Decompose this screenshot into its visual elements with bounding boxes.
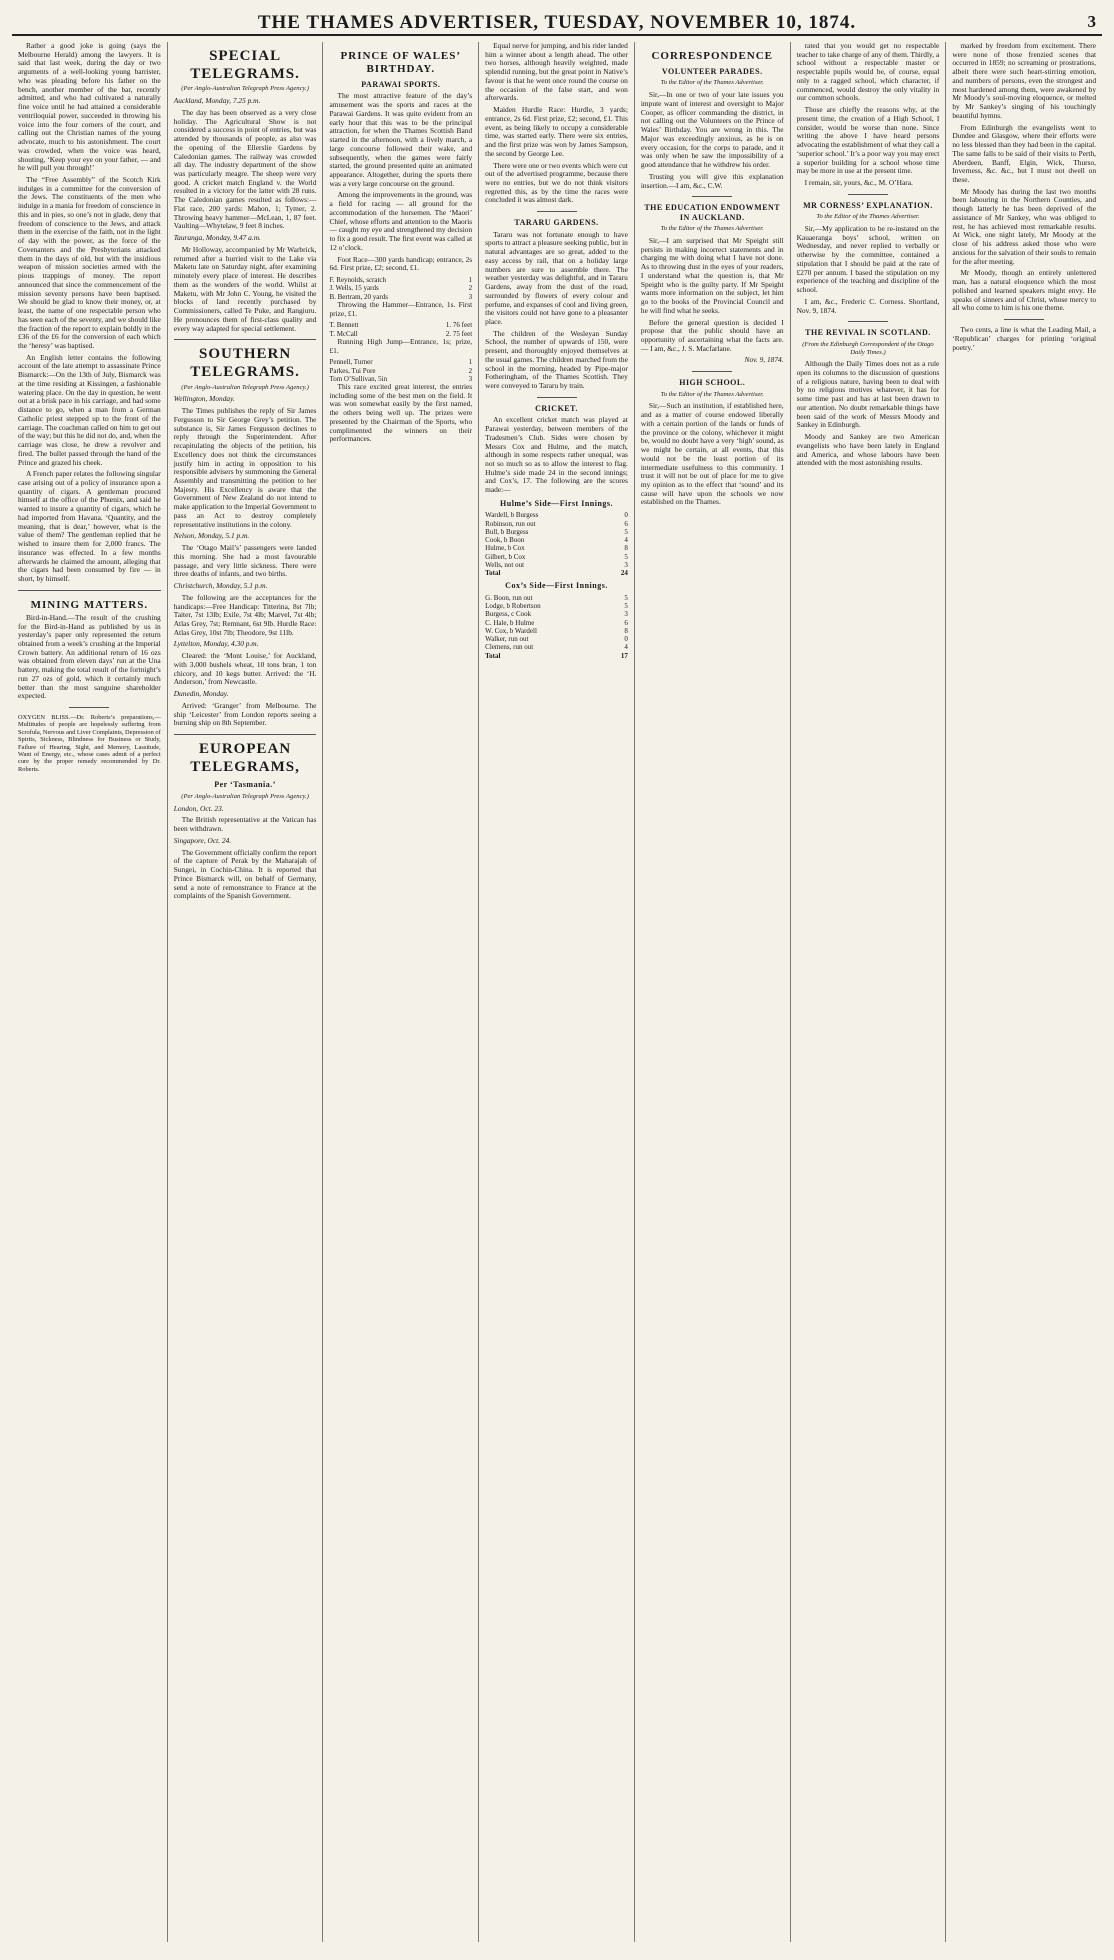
article-paragraph: Among the improvements in the ground, was a field for racing — all ground for the accommodation of the horsemen. The ‘Maori’ Chief, whose efforts and attention to the Maoris — caught my eye and strengthened my decision to fix a good result. The first event was called at 12 o’clock. [329, 190, 473, 252]
article-paragraph: The “Free Assembly” of the Scotch Kirk indulges in a committee for the conversion of the Jews. The constituents of the men who indulge in a mania for freedom of conscience in this and in pies, so one’s not in glade, deny that freedom of conscience to the Jews, and attack them in the exercise of the faith, not in the light of day with the power, as the force of the Covenanters and the Presbyterians attacked them in the days of old, but with the insidious weapon of mission societies armed with the pious trappings of money. The report announced that since the commencement of the mission seventy persons have been baptised. We should be glad to know their money, or, at least, the name of one respectable person who has seen each of the seventy, and we should like the fraction of the report to explain boldly in the £36 of the £6 for the conversion of each which the ‘heresy’ was baptised. [18, 175, 161, 350]
cricket-scorecard: Wardell, b Burgess 0 Robinson, run out 6 Bull, b Burgess 5 Cook, b Boon 4 Hulme, b Cox 8 Gilbert, b Cox 5 Wells, not out 3 Total 24 [485, 511, 628, 578]
article-paragraph: Mr Moody has during the last two months been labouring in the Northern Counties, and though latterly he has been deprived of the assistance of Mr Sankey, who was obliged to rest, he has achieved most remarkable results. At Wick, one night lately, Mr Moody at the close of his address asked those who were anxious for the salvation of their souls to remain for the after meeting. [952, 186, 1097, 266]
editor-line: To the Editor of the Thames Advertiser. [660, 225, 764, 233]
revival-heading: THE REVIVAL IN SCOTLAND. [805, 328, 931, 338]
section-rule [69, 707, 109, 708]
letter-paragraph: Sir,—Such an institution, if established here, and as a matter of course endowed liberally with a certain portion of the lands or funds of the province or the colony, whichever it might be, would no doubt have a very ‘high’ sound, as we might be certain, at all events, that this would not be the least portion of its intermediate usefulness to this community. I trust it will not be out of place for me to give my opinion as to the effect that ‘sound’ and its cause will have upon the schools we now established on the Thames. [640, 401, 784, 507]
article-paragraph: Two cents, a line is what the Leading Mail, a ‘Republican’ charges for printing ‘original poetry.’ [952, 325, 1097, 352]
article-paragraph: Equal nerve for jumping, and his rider landed him a winner about a length ahead. The other two horses, although heavily weighted, made splendid running, but the great point in Native’s favour is that he went once round the course on the occasion of the false start, and won afterwards. [485, 42, 628, 103]
dateline: Wellington, Monday. [173, 394, 235, 404]
dateline: Christchurch, Monday, 5.1 p.m. [173, 581, 268, 591]
event-title: Foot Race—300 yards handicap; entrance, 2s 6d. First prize, £2; second, £1. [329, 254, 473, 273]
column-5 [635, 42, 791, 1942]
cricket-heading: CRICKET. [535, 403, 578, 413]
event-results: T. Bennett 1. 76 feet T. McCall 2. 75 feet [329, 321, 473, 338]
education-heading: THE EDUCATION ENDOWMENT IN AUCKLAND. [644, 203, 781, 222]
column-2 [168, 42, 324, 1942]
cricket-scorecard: G. Boon, run out 5 Lodge, b Robertson 5 Burgess, c Cook 3 C. Hale, b Hulme 6 W. Cox, b Wardell 8 Walker, run out 0 Clemens, run out 4 Total 17 [485, 593, 628, 660]
article-paragraph: Moody and Sankey are two American evangelists who have been lately in England and America, and whose labours have been attended with the most astonishing results. [796, 432, 940, 468]
article-paragraph: Mr Holloway, accompanied by Mr Warbrick, returned after a hurried visit to the Lake via Maketu late on Saturday night, after examining minutely every place of interest. He describes them as the wonders of the world. Whilst at Maketu, with Mr John C. Young, he visited the blocks of land recently purchased by Commissioners, called Te Puke, and Rangiuru. He pronounces them of first-class quality and every way adapted for special settlement. [173, 244, 317, 333]
corness-heading: MR CORNESS’ EXPLANATION. [803, 200, 933, 210]
innings-title: Hulme’s Side—First Innings. [500, 498, 614, 508]
article-paragraph: marked by freedom from excitement. There were none of those frenzied scenes that occurred in 1859; no screaming or prostrations, albeit there were such heart-stirring emotion, and numbers of persons, even the strongest and most hardened among them, were awakened by Mr Moody’s soul-moving eloquence, or melted by Mr Sankey’s singing of his touchingly beautiful hymns. [952, 42, 1097, 120]
column-rule [174, 734, 317, 735]
columns [12, 42, 1102, 1942]
article-paragraph: An excellent cricket match was played at Parawai yesterday, between members of the Tradesmen’s Club. Sides were chosen by Messrs Cox and Hulme, and the match, although in some respects rather unequal, was not so much so as to allow the interest to flag. Hulme’s side made 24 in the second innings; and Cox’s, 17. The following are the scores made:— [485, 415, 628, 495]
article-paragraph: There were one or two events which were cut out of the advertised programme, because there were no entries, but we do not think visitors regretted this, as by the time the races were concluded it was almost dark. [485, 160, 628, 205]
dateline: Nelson, Monday, 5.1 p.m. [173, 531, 250, 541]
column-7 [946, 42, 1102, 1942]
article-paragraph: An English letter contains the following account of the late attempt to assassinate Prince Bismarck:—On the 13th of July, Bismarck was at the time residing at Kissingen, a fashionable watering place. On the day in question, he went out at a brisk pace in his carriage, and had some distance to go, when a man from a German Catholic priest stepped up to the front of the carriage. The coachman called on him to get out of the way; but this he did not do, and, when the carriage was close, he drew a revolver and fired. The bullet passed through the hand of the Prince and grazed his cheek. [18, 352, 161, 467]
innings-title: Cox’s Side—First Innings. [505, 581, 608, 591]
special-telegrams-heading: SPECIAL TELEGRAMS. [190, 48, 300, 82]
column-6 [791, 42, 947, 1942]
volunteer-heading: VOLUNTEER PARADES. [661, 66, 763, 76]
masthead [12, 10, 1102, 36]
article-paragraph: Tararu was not fortunate enough to have sports to attract a pleasure seeking public, but in natural advantages are so great, added to the easy access by rail, that on a holiday large numbers are sure to assemble there. The weather yesterday was delightful, and in Tararu Gardens, away from the dust of the road, surrounded by flowers of every colour and perfume, and expanses of cool and living green, the visitors could not have gone to a pleasanter place. [485, 229, 628, 326]
article-paragraph: Rather a good joke is going (says the Melbourne Herald) among the lawyers. It is said that last week, during the day or two arguments of a well-looking young barrister, who was pleading before his father on the bench, another member of the bar, recently admitted, and who had cultivated a naturally fine voice until he had attained a considerable ventriloquial power, succeeded in throwing his voice into the four corners of the court, and calling out the Christian names of the young advocate, much to his astonishment. The court was crowded, when the voice was heard, shouting, ‘Keep your eye on your father, — and he will pull you through!’ [18, 42, 161, 173]
letter-paragraph: Trusting you will give this explanation insertion.—I am, &c., C.W. [640, 171, 784, 190]
european-telegrams-heading: EUROPEAN TELEGRAMS, [190, 741, 300, 775]
letter-paragraph: Sir,—I am surprised that Mr Speight still persists in making incorrect statements and in charging me with doing what I have not done. As to throwing dust in the eyes of your readers, I understand what the question is, that Mr Speight who is the guilty party. If Mr Speight wants more information on the subject, let him go to the books of the Provincial Council and he will find what he seeks. [640, 235, 784, 315]
event-title: Throwing the Hammer—Entrance, 1s. First prize, £1. [329, 299, 473, 318]
letter-paragraph: I remain, sir, yours, &c., M. O’Hara. [804, 178, 913, 188]
european-telegrams-sub: Per ‘Tasmania.’ [214, 780, 276, 790]
correspondence-heading: CORRESPONDENCE [651, 50, 774, 62]
masthead-title: THE THAMES ADVERTISER, TUESDAY, NOVEMBER 10, 1874. [257, 12, 857, 33]
page-number: 3 [1087, 12, 1096, 31]
article-paragraph: The most attractive feature of the day’s amusement was the sports and races at the Parawai Gardens. It was quite evident from an early hour that this was to be the principal attraction, for when the Thames Scottish Band started in the afternoon, with a lively march, a large concourse followed their wake, and subsequently, when the games were fairly started, the ground presented quite an animated appearance. Altogether, during the sports there was a very large concourse on the ground. [329, 91, 473, 188]
letter-date: Nov. 9, 1874. [744, 355, 784, 365]
section-rule [1004, 319, 1044, 320]
article-paragraph: From Edinburgh the evangelists went to Dundee and Glasgow, where their efforts were no less blessed than they had been in the capital. The same falls to be said of their visits to Perth, Aberdeen, Banff, Elgin, Wick, Thurso, Inverness, &c. &c., but I must not dwell on these. [952, 122, 1097, 185]
special-telegrams-sub: (Per Anglo-Australian Telegraph Press Agency.) [181, 85, 309, 93]
high-school-heading: HIGH SCHOOL. [679, 378, 746, 388]
mining-heading: MINING MATTERS. [30, 598, 149, 611]
dateline: Singapore, Oct. 24. [173, 835, 232, 845]
section-rule [692, 371, 732, 372]
article-paragraph: The day has been observed as a very close holiday. The Agricultural Show is not considered a success in point of entries, but was attended by thousands of people, as also was the opening of the Ellerslie Gardens by Caledonian games. The railway was crowded all day. The industry department of the show was particularly meagre. The sheep were very good. A cricket match England v. the World resulted in a victory for the latter with 28 runs. The Caledonian games resulted as follows:—Flat race, 200 yards: Mahon, 1; Tymer, 2. Throwing heavy hammer—McLean, 1, 87 feet. Vaulting—Whytelaw, 9 feet 8 inches. [173, 107, 317, 231]
article-paragraph: Arrived: ‘Granger’ from Melbourne. The ship ‘Leicester’ from London reports seeing a burning ship on 8th September. [173, 700, 317, 728]
article-paragraph: Cleared: the ‘Mont Louise,’ for Auckland, with 3,000 bushels wheat, 10 tons bran, 1 ton chicory, and 10 kegs butter. Arrived: the ‘H. Anderson,’ from Newcastle. [173, 651, 317, 687]
southern-telegrams-sub: (Per Anglo-Australian Telegraph Press Agency.) [181, 383, 309, 391]
article-paragraph: The Times publishes the reply of Sir James Fergusson to Sir George Grey’s petition. The substance is, Sir James Fergusson declines to reply through the Superintendent. After recapitulating the objects of the petition, his Excellency does not think the circumstances justify him in acting in opposition to his responsible advisers by summoning the General Assembly and transmitting the petition to her Majesty. His Excellency is aware that the Government of New Zealand do not intend to make application to the Imperial Government to pass an Act to destroy completely representative institutions in the colony. [173, 406, 317, 529]
revival-source: (From the Edinburgh Correspondent of the Otago Daily Times.) [802, 340, 934, 356]
column-rule [174, 339, 317, 340]
article-paragraph: The Government officially confirm the report of the capture of Perak by the Maharajah of Sungei, in Cochin-China. It is reported that Prince Bismarck will, on behalf of Germany, send a note of remonstrance to France at the complaints of the Spanish Government. [173, 847, 317, 901]
editor-line: To the Editor of the Thames Advertiser. [660, 79, 764, 87]
column-4 [479, 42, 635, 1942]
article-paragraph: The British representative at the Vatican has been withdrawn. [173, 815, 317, 834]
article-paragraph: A French paper relates the following singular case arising out of a policy of insurance upon a quantity of cigars. A gentleman procured himself at the office of the Phœnix, and said he wanted to insure a quantity of cigars, which he had imported from Havana. ‘Quantity, and the meaning, that is dear,’ however, what is the value of them? The gentleman replied that he wished to insure them for 2,000 francs. The insurance was effected. In a few months afterwards he claimed the amount, alleging that the cigars had been consumed by fire — in short, by himself. [18, 469, 161, 584]
section-rule [537, 211, 577, 212]
section-rule [692, 196, 732, 197]
tararu-heading: TARARU GARDENS. [514, 218, 599, 228]
article-paragraph: Bird-in-Hand.—The result of the crushing for the Bird-in-Hand as published by us in yesterday’s paper only represented the return obtained from a week’s crushing at the Imperial Crown battery. An additional return of 16 ozs was obtained from eleven days’ run at the Una battery, making the total result of the fortnight’s run 27 ozs of gold, which it certainly much better than the most sanguine shareholder expected. [18, 612, 161, 701]
section-rule [848, 194, 888, 195]
advertisement: OXYGEN BLISS.—Dr. Roberts’s preparations,—Multitudes of people are hopelessly suffering from Scrofula, Nervous and Liver Complaints, Depression of Spirits, Sickness, Blindness for Business or Study, Failure of Hearing, Sight, and Memory, Lassitude, Want of Energy, etc., whose cases admit of a perfect cure by the proper remedy recommended by Dr. Roberts. [18, 714, 161, 773]
european-telegrams-agency: (Per Anglo-Australian Telegraph Press Agency.) [181, 792, 309, 800]
letter-paragraph: Those are chiefly the reasons why, at the present time, the creation of a High School, I consider, would be worse than none. Since writing the above I have heard persons advocating the establishment of what they call a ‘superior school.’ It’s a poor way you may erect a superior building for a school whose time may be more in use at the present time. [796, 105, 940, 176]
parawai-sports-heading: PARAWAI SPORTS. [361, 79, 441, 89]
letter-paragraph: Sir,—In one or two of your late issues you impute want of interest and oversight to Major Cooper, as officer commanding the district, in not calling out the Volunteers on the Prince of Wales’ Birthday. You are wrong in this. The Major was exceedingly anxious, as he is on every occasion, for the corps to parade, and it was only when he saw the impossibility of a good attendance that he withdrew his order. [640, 90, 784, 170]
birthday-heading: PRINCE OF WALES’ BIRTHDAY. [340, 50, 462, 75]
article-paragraph: This race excited great interest, the entries including some of the best men on the field. It was won somewhat easily by the first named, the others being well up. The prizes were presented by the Chairman of the Sports, who complimented the winners on their performances. [329, 382, 473, 444]
column-3 [323, 42, 479, 1942]
article-paragraph: The children of the Wesleyan Sunday School, the number of upwards of 150, were present, and thoroughly enjoyed themselves at the usual games. The children marched from the school in the morning, headed by Pipe-major Fotheringham, of the Thames Scottish. They were conveyed to Tararu by train. [485, 328, 628, 391]
section-rule [537, 397, 577, 398]
dateline: Tauranga, Monday, 9.47 a.m. [173, 233, 261, 243]
event-results: F. Reynolds, scratch 1 J. Wells, 15 yards 2 B. Bertram, 20 yards 3 [329, 276, 473, 301]
letter-paragraph: Sir,—My application to be re-instated on the Kauaeranga boys’ school, written on Wednesday, and never replied to verbally or otherwise by the committee, contained a stipulation that I should be paid at the rate of £270 per annum. I based the stipulation on my experience of the teaching and discipline of the school. [796, 223, 940, 295]
dateline: Dunedin, Monday. [173, 689, 229, 699]
article-paragraph: Mr Moody, though an entirely unlettered man, has a natural eloquence which the most polished and learned speakers might envy. He speaks of sinners and of Christ, whose mercy to all who come to him is his one theme. [952, 268, 1097, 313]
event-title: Running High Jump—Entrance, 1s; prize, £1. [329, 336, 473, 355]
letter-paragraph: I am, &c., Frederic C. Corness. Shortland, Nov. 9, 1874. [796, 296, 940, 315]
southern-telegrams-heading: SOUTHERN TELEGRAMS. [190, 346, 300, 380]
column-1 [12, 42, 168, 1942]
dateline: Lyttelton, Monday, 4.30 p.m. [173, 639, 259, 649]
event-results: Pennell, Turner 1 Parkes, Tui Pore 2 Tom O’Sullivan, 5in 3 [329, 358, 473, 383]
letter-paragraph: Before the general question is decided I propose that the public should have an opportunity of ascertaining what the facts are. — I am, &c., J. S. Macfarlane. [640, 317, 784, 353]
column-rule [18, 590, 161, 591]
dateline: Auckland, Monday, 7.25 p.m. [173, 96, 261, 106]
article-paragraph: Although the Daily Times does not as a rule open its columns to the discussion of questions of a religious nature, having been to deal with by no religious motives whatever, it has for some time past and has at last been drawn to our attention. No doubt remarkable things have been said of the work of Messrs Moody and Sankey in Edinburgh. [796, 359, 940, 430]
section-rule [848, 321, 888, 322]
article-paragraph: The following are the acceptances for the handicaps:—Free Handicap: Titterina, 8st 7lb; Taiter, 7st 13lb; Exile, 7st 4lb; Marvel, 7st 4lb; Atlas Grey, 7st; Remnant, 6st 9lb. Hurdle Race: Atlas Grey, 10st 7lb; Theodore, 9st 11lb. [173, 592, 317, 637]
letter-paragraph: rated that you would get no respectable teacher to take charge of any of them. Thirdly, a school without a respectable master or respectable pupils would be, of course, equal only to a ragged school, which character, if commenced, would destroy the only vitality in our common schools. [796, 42, 940, 103]
editor-line: To the Editor of the Thames Advertiser. [816, 213, 920, 221]
dateline: London, Oct. 23. [173, 803, 224, 813]
article-paragraph: The ‘Otago Mail’s’ passengers were landed this morning. She had a most favourable passage, and very little sickness. There were three deaths of infants, and two births. [173, 543, 317, 579]
article-paragraph: Maiden Hurdle Race: Hurdle, 3 yards; entrance, 2s 6d. First prize, £2; second, £1. This event, as being likely to occupy a considerable time, was started early. There were six entries, and the first prize was won by James Sampson, the second by George Lee. [485, 105, 628, 158]
editor-line: To the Editor of the Thames Advertiser. [660, 390, 764, 398]
